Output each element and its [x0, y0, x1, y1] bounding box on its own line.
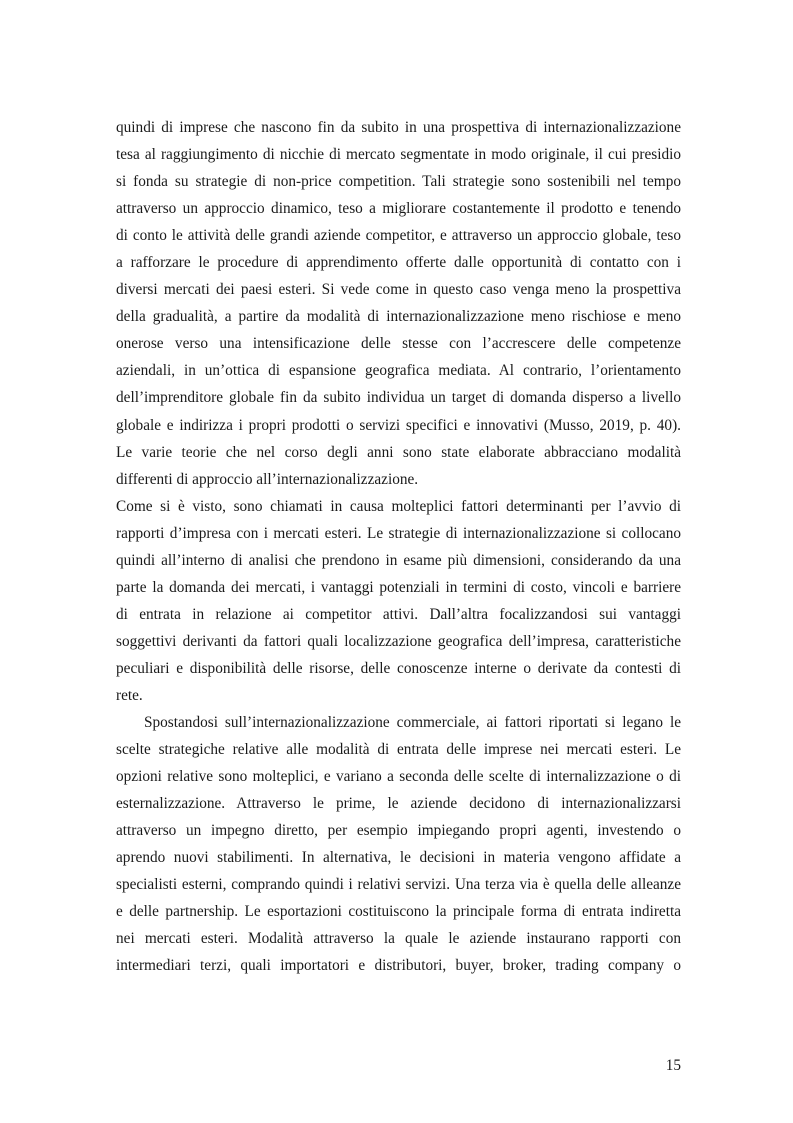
text-line: e delle partnership. Le esportazioni costituiscono la principale forma di entrata indiretta — [116, 903, 681, 921]
text-line: di entrata in relazione ai competitor attivi. Dall’altra focalizzandosi sui vantaggi — [116, 605, 681, 623]
text-line: a rafforzare le procedure di apprendimento offerte dalle opportunità di contatto con i — [116, 254, 681, 272]
text-line: specialisti esterni, comprando quindi i relativi servizi. Una terza via è quella delle alleanze — [116, 876, 681, 894]
text-line: aziendali, in un’ottica di espansione geografica mediata. Al contrario, l’orientamento — [116, 362, 681, 380]
text-line: opzioni relative sono molteplici, e variano a seconda delle scelte di internalizzazione o di — [116, 768, 681, 786]
text-line: si fonda su strategie di non-price competition. Tali strategie sono sostenibili nel tempo — [116, 173, 681, 191]
text-line: intermediari terzi, quali importatori e distributori, buyer, broker, trading company o — [116, 957, 681, 975]
text-line: soggettivi derivanti da fattori quali localizzazione geografica dell’impresa, caratteristiche — [116, 632, 681, 650]
body-text — [116, 114, 681, 980]
text-line: globale e indirizza i propri prodotti o servizi specifici e innovativi (Musso, 2019, p. 40). — [116, 416, 681, 434]
text-line: esternalizzazione. Attraverso le prime, le aziende decidono di internazionalizzarsi — [116, 795, 681, 813]
text-line: tesa al raggiungimento di nicchie di mercato segmentate in modo originale, il cui presidio — [116, 146, 681, 164]
text-line: Come si è visto, sono chiamati in causa molteplici fattori determinanti per l’avvio di — [116, 497, 681, 515]
text-line: nei mercati esteri. Modalità attraverso la quale le aziende instaurano rapporti con — [116, 930, 681, 948]
text-line: attraverso un approccio dinamico, teso a migliorare costantemente il prodotto e tenendo — [116, 200, 681, 218]
text-line: diversi mercati dei paesi esteri. Si vede come in questo caso venga meno la prospettiva — [116, 281, 681, 299]
text-line: onerose verso una intensificazione delle stesse con l’accrescere delle competenze — [116, 335, 681, 353]
text-line: Spostandosi sull’internazionalizzazione commerciale, ai fattori riportati si legano le — [144, 714, 681, 732]
text-line: dell’imprenditore globale fin da subito individua un target di domanda disperso a livello — [116, 389, 681, 407]
text-line: attraverso un impegno diretto, per esempio impiegando propri agenti, investendo o — [116, 822, 681, 840]
text-line: parte la domanda dei mercati, i vantaggi potenziali in termini di costo, vincoli e barriere — [116, 578, 681, 596]
text-line: di conto le attività delle grandi aziende competitor, e attraverso un approccio globale, teso — [116, 227, 681, 245]
text-line: della gradualità, a partire da modalità di internazionalizzazione meno rischiose e meno — [116, 308, 681, 326]
text-line: Le varie teorie che nel corso degli anni sono state elaborate abbracciano modalità — [116, 443, 681, 461]
text-line: quindi all’interno di analisi che prendono in esame più dimensioni, considerando da una — [116, 551, 681, 569]
text-line: aprendo nuovi stabilimenti. In alternativa, le decisioni in materia vengono affidate a — [116, 849, 681, 867]
page-number: 15 — [665, 1057, 681, 1074]
text-line: rete. — [116, 686, 143, 704]
text-line: differenti di approccio all’internazionalizzazione. — [116, 470, 419, 488]
text-line: scelte strategiche relative alle modalità di entrata delle imprese nei mercati esteri. Le — [116, 741, 681, 759]
text-line: quindi di imprese che nascono fin da subito in una prospettiva di internazionalizzazione — [116, 119, 681, 136]
text-line: peculiari e disponibilità delle risorse, delle conoscenze interne o derivate da contesti di — [116, 659, 681, 677]
text-line: rapporti d’impresa con i mercati esteri. Le strategie di internazionalizzazione si collocano — [116, 524, 681, 542]
